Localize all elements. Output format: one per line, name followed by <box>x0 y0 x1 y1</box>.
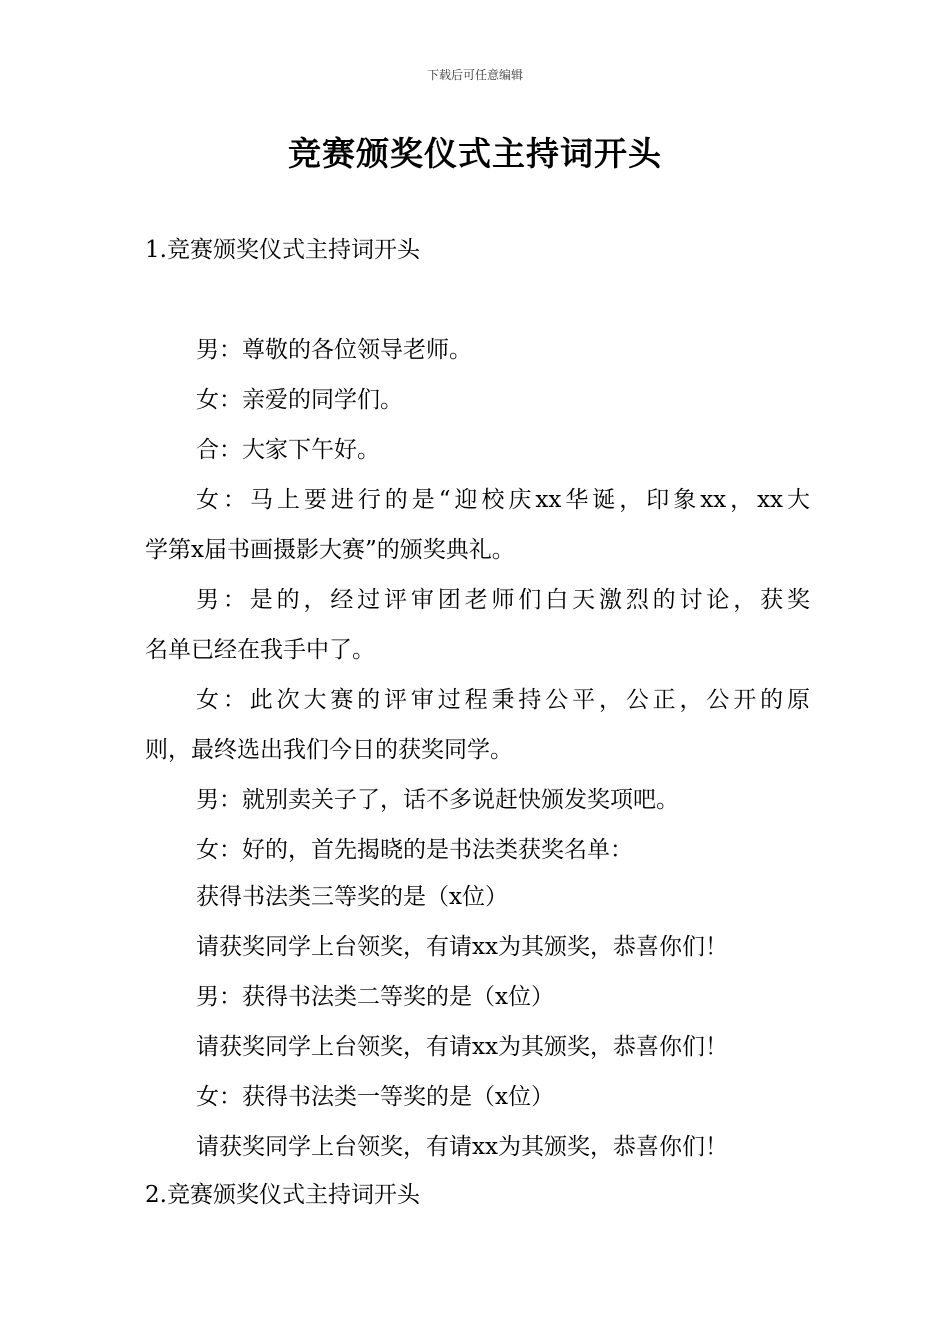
paragraph-line: 女：亲爱的同学们。 <box>196 387 403 413</box>
paragraph-line: 女：获得书法类一等奖的是（x位） <box>196 1084 554 1110</box>
paragraph-line: 男：尊敬的各位领导老师。 <box>196 337 472 363</box>
paragraph-line: 合：大家下午好。 <box>196 437 380 463</box>
paragraph-line: 男：获得书法类二等奖的是（x位） <box>196 984 554 1010</box>
paragraph-line: 则，最终选出我们今日的获奖同学。 <box>145 737 513 763</box>
document-title: 竞赛颁奖仪式主持词开头 <box>288 134 662 173</box>
section-heading: 1.竞赛颁奖仪式主持词开头 <box>145 237 420 263</box>
paragraph-line: 女：此次大赛的评审过程秉持公平，公正，公开的原 <box>196 687 810 713</box>
paragraph-line: 请获奖同学上台领奖，有请xx为其颁奖，恭喜你们！ <box>196 934 728 960</box>
header-note: 下载后可任意编辑 <box>426 68 523 82</box>
paragraph-line: 女：好的，首先揭晓的是书法类获奖名单： <box>196 837 633 863</box>
paragraph-line: 获得书法类三等奖的是（x位） <box>196 884 508 910</box>
paragraph-line: 请获奖同学上台领奖，有请xx为其颁奖，恭喜你们！ <box>196 1034 728 1060</box>
paragraph-line: 男：是的，经过评审团老师们白天激烈的讨论，获奖 <box>196 587 810 613</box>
paragraph-line: 男：就别卖关子了，话不多说赶快颁发奖项吧。 <box>196 787 679 813</box>
section-heading: 2.竞赛颁奖仪式主持词开头 <box>145 1182 420 1208</box>
paragraph-line: 名单已经在我手中了。 <box>145 637 375 663</box>
paragraph-line: 请获奖同学上台领奖，有请xx为其颁奖，恭喜你们！ <box>196 1134 728 1160</box>
paragraph-line: 学第x届书画摄影大赛”的颁奖典礼。 <box>145 537 515 563</box>
paragraph-line: 女：马上要进行的是“迎校庆xx华诞，印象xx，xx大 <box>196 487 810 513</box>
